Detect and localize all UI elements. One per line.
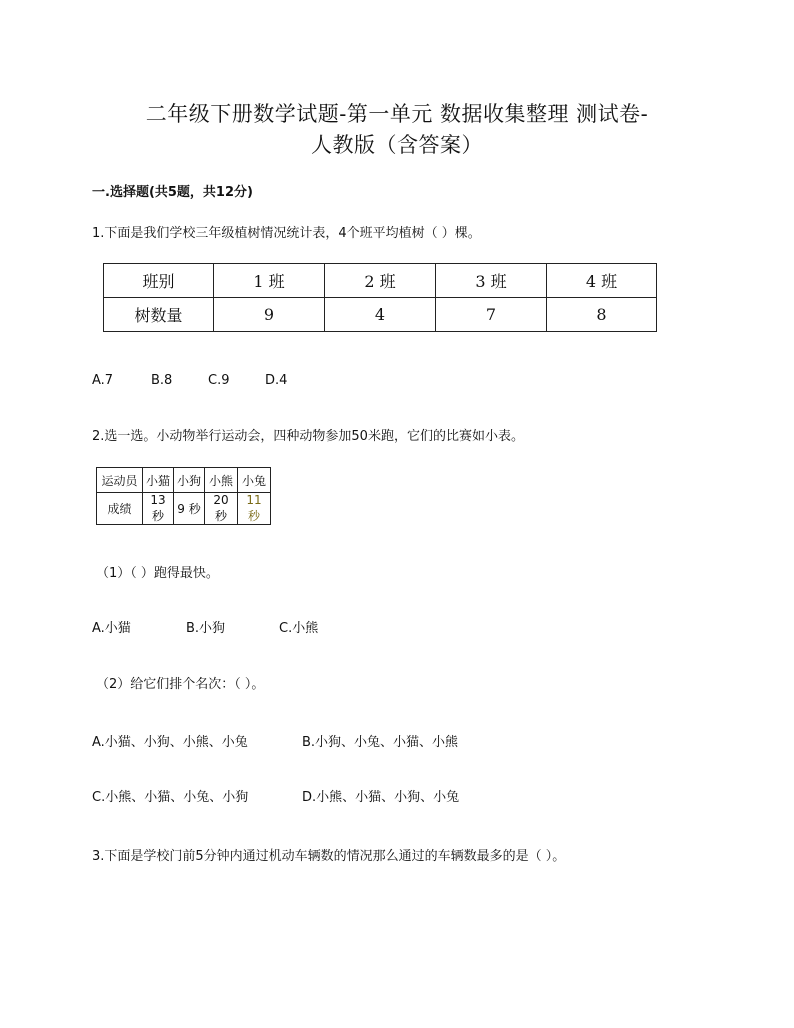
question-3-text: 3.下面是学校门前5分钟内通过机动车辆数的情况那么通过的车辆数最多的是（ ）。 (92, 849, 566, 864)
q2-sub1-option-b: B.小狗 (186, 621, 226, 636)
q2-sub2-option-a: A.小猫、小狗、小熊、小兔 (92, 735, 248, 750)
section-heading: 一.选择题(共5题，共12分) (92, 185, 253, 200)
q2-sub1-option-c: C.小熊 (279, 621, 319, 636)
table-cell: 8 (547, 298, 657, 332)
table-cell: 9 (214, 298, 325, 332)
table-header-cell: 3 班 (436, 264, 547, 298)
q2-sub1-option-a: A.小猫 (92, 621, 131, 636)
tree-planting-table (103, 263, 657, 332)
q1-option-c: C.9 (208, 373, 230, 388)
question-2-sub1-text: （1）（ ）跑得最快。 (96, 566, 219, 581)
q1-option-d: D.4 (265, 373, 288, 388)
race-results-table (96, 467, 271, 525)
table-row (104, 298, 657, 332)
table-header-cell: 小狗 (174, 468, 205, 493)
question-1-text: 1.下面是我们学校三年级植树情况统计表，4个班平均植树（ ）棵。 (92, 226, 481, 241)
table-header-cell: 小兔 (238, 468, 271, 493)
q2-sub2-option-d: D.小熊、小猫、小狗、小兔 (302, 790, 460, 805)
question-2-sub2-text: （2）给它们排个名次：（ ）。 (96, 677, 265, 692)
table-row (97, 468, 271, 493)
q2-sub2-option-b: B.小狗、小兔、小猫、小熊 (302, 735, 459, 750)
table-header-cell: 班别 (104, 264, 214, 298)
document-title-line2: 人教版（含答案） (311, 133, 483, 157)
q1-option-b: B.8 (151, 373, 173, 388)
table-cell: 树数量 (104, 298, 214, 332)
table-header-cell: 小熊 (205, 468, 238, 493)
table-header-cell: 4 班 (547, 264, 657, 298)
table-cell: 20 秒 (205, 493, 238, 525)
table-row (97, 493, 271, 525)
table-cell: 13 秒 (143, 493, 174, 525)
table-cell: 9 秒 (174, 493, 205, 525)
question-2-text: 2.选一选。小动物举行运动会，四种动物参加50米跑，它们的比赛如小表。 (92, 429, 524, 444)
table-header-cell: 1 班 (214, 264, 325, 298)
table-cell: 11 秒 (238, 493, 271, 525)
table-cell: 成绩 (97, 493, 143, 525)
q2-sub2-option-c: C.小熊、小猫、小兔、小狗 (92, 790, 249, 805)
document-title-line1: 二年级下册数学试题-第一单元 数据收集整理 测试卷- (145, 102, 649, 126)
table-header-cell: 运动员 (97, 468, 143, 493)
table-row (104, 264, 657, 298)
q1-option-a: A.7 (92, 373, 114, 388)
table-cell: 4 (325, 298, 436, 332)
table-cell: 7 (436, 298, 547, 332)
table-header-cell: 2 班 (325, 264, 436, 298)
table-header-cell: 小猫 (143, 468, 174, 493)
